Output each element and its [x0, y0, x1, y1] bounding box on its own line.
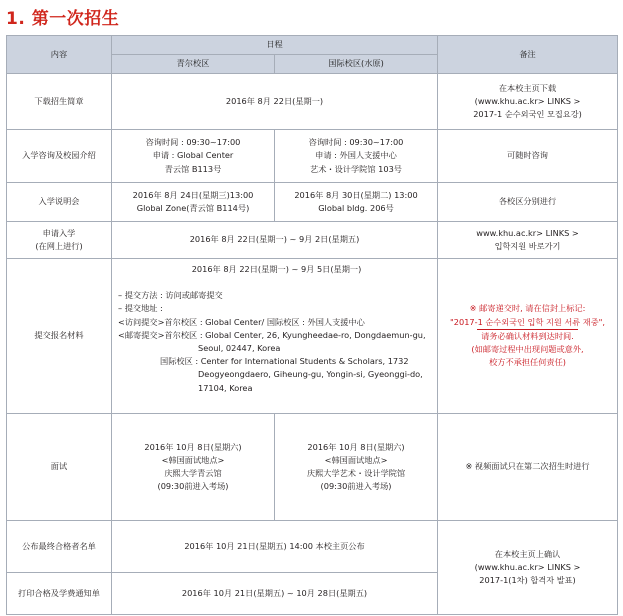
- global-cell: 咨询时间 : 09:30~17:00 申请 : 外国人支援中心 艺术・设计学院馆 103号: [275, 130, 438, 183]
- row-label: 申请入学 (在网上进行): [7, 222, 112, 259]
- seoul-cell: 2016年 8月 24日(星期三)13:00 Global Zone(青云馆 B114号): [112, 183, 275, 222]
- notes-cell: ※ 邮寄递交时, 请在信封上标记: "2017-1 순수외국인 입학 지원 서류 재중", 请务必确认材料到达时间. (如邮寄过程中出现问题或意外, 校方不承担任何责任): [438, 259, 618, 414]
- row-label: 下载招生简章: [7, 74, 112, 130]
- header-campus-global: 国际校区(水原): [275, 55, 438, 74]
- table-row: [7, 183, 618, 222]
- notes-cell: ※ 视频面试只在第二次招生时进行: [438, 414, 618, 521]
- schedule-table: [6, 35, 618, 615]
- schedule-cell: 2016年 8月 22日(星期一): [112, 74, 438, 130]
- submit-date: 2016年 8月 22日(星期一) ~ 9月 5日(星期一): [191, 264, 362, 274]
- table-row: [7, 130, 618, 183]
- row-label: 打印合格及学费通知单: [7, 573, 112, 615]
- table-row: [7, 259, 618, 414]
- table-row: [7, 521, 618, 573]
- notes-cell: 在本校主页上确认 (www.khu.ac.kr> LINKS > 2017-1(1차) 합격자 발표): [438, 521, 618, 615]
- schedule-cell: 2016年 8月 22日(星期一) ~ 9月 2日(星期五): [112, 222, 438, 259]
- table-row: [7, 74, 618, 130]
- seoul-cell: 2016年 10月 8日(星期六) <韩国面试地点> 庆熙大学青云馆 (09:30前进入考场): [112, 414, 275, 521]
- global-cell: 2016年 10月 8日(星期六) <韩国面试地点> 庆熙大学艺术・设计学院馆 (09:30前进入考场): [275, 414, 438, 521]
- notes-cell: 各校区分别进行: [438, 183, 618, 222]
- header-campus-seoul: 青尔校区: [112, 55, 275, 74]
- header-schedule: 日程: [112, 36, 438, 55]
- submit-detail-cell: 2016年 8月 22日(星期一) ~ 9月 5日(星期一) – 提交方法 : 访问或邮寄提交 – 提交地址 : <访问提交>首尔校区 : Global Center/ 国际校区 : 外国人支援中心 <邮寄提交>首尔校区 : Global Center, 26, Kyungheedae-ro, Dongdaemun-gu, Seoul, 02447, Korea 国际校区 : Center for International Students & Scholars, 1732 Deogyeongdaero, Giheung-gu, Yongin-si, Gyeonggi-do, 17104, Korea: [112, 259, 438, 414]
- schedule-cell: 2016年 10月 21日(星期五) 14:00 本校主页公布: [112, 521, 438, 573]
- notes-cell: 在本校主页下载 (www.khu.ac.kr> LINKS > 2017-1 순수외국인 모집요강): [438, 74, 618, 130]
- row-label: 提交报名材料: [7, 259, 112, 414]
- schedule-cell: 2016年 10月 21日(星期五) ~ 10月 28日(星期五): [112, 573, 438, 615]
- row-label: 入学咨询及校园介绍: [7, 130, 112, 183]
- row-label: 入学说明会: [7, 183, 112, 222]
- page-title: 1. 第一次招生: [6, 9, 120, 29]
- table-row: [7, 222, 618, 259]
- notes-cell: 可随时咨询: [438, 130, 618, 183]
- seoul-cell: 咨询时间 : 09:30~17:00 申请 : Global Center 青云馆 B113号: [112, 130, 275, 183]
- notes-cell: www.khu.ac.kr> LINKS > 입학지원 바로가기: [438, 222, 618, 259]
- row-label: 面试: [7, 414, 112, 521]
- table-row: [7, 414, 618, 521]
- header-content: 内容: [7, 36, 112, 74]
- row-label: 公布最终合格者名单: [7, 521, 112, 573]
- header-notes: 备注: [438, 36, 618, 74]
- global-cell: 2016年 8月 30日(星期二) 13:00 Global bldg. 206号: [275, 183, 438, 222]
